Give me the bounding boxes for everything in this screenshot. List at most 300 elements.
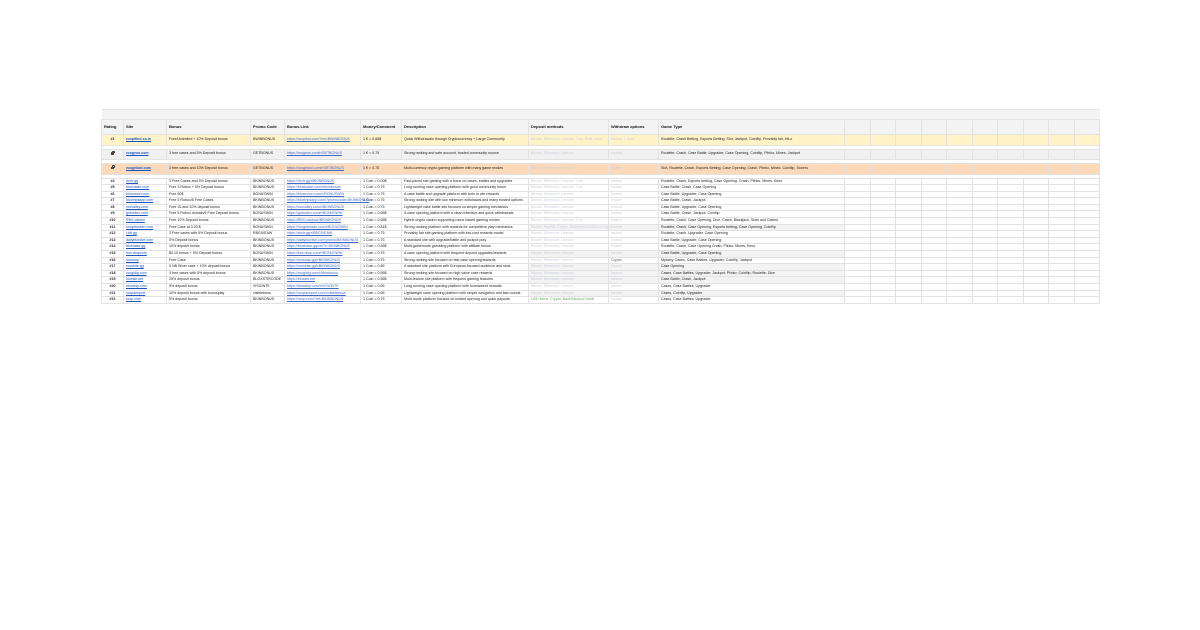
empty-cell[interactable]	[921, 297, 947, 304]
header-link[interactable]: Bonus Link	[285, 120, 361, 135]
empty-cell[interactable]	[998, 270, 1024, 277]
empty-cell[interactable]	[1023, 251, 1049, 258]
empty-cell[interactable]	[896, 270, 922, 277]
empty-cell[interactable]	[972, 178, 998, 185]
empty-cell[interactable]	[1049, 277, 1075, 284]
empty-cell[interactable]	[921, 290, 947, 297]
bonus-link[interactable]: https://rooscap.gg/r/BKINBONUS	[285, 257, 361, 264]
site-link[interactable]: bloxtripsapp.com	[124, 198, 167, 205]
empty-cell[interactable]	[1049, 198, 1075, 205]
empty-cell[interactable]	[947, 237, 973, 244]
empty-cell[interactable]	[972, 218, 998, 225]
empty-cell[interactable]	[1023, 164, 1049, 175]
empty-cell[interactable]	[1023, 244, 1049, 251]
empty-cell[interactable]	[921, 198, 947, 205]
empty-cell[interactable]	[870, 257, 896, 264]
empty-cell[interactable]	[1049, 284, 1075, 291]
empty-cell[interactable]	[870, 284, 896, 291]
empty-cell[interactable]	[1023, 297, 1049, 304]
empty-cell[interactable]	[1049, 149, 1075, 160]
empty-cell[interactable]	[921, 277, 947, 284]
empty-cell[interactable]	[1074, 231, 1100, 238]
empty-cell[interactable]	[845, 218, 871, 225]
empty-cell[interactable]	[1049, 164, 1075, 175]
empty-cell[interactable]	[947, 218, 973, 225]
empty-cell[interactable]	[870, 290, 896, 297]
header-empty[interactable]	[1023, 120, 1049, 135]
empty-cell[interactable]	[921, 264, 947, 271]
site-link[interactable]: gofordex.com	[124, 211, 167, 218]
empty-cell[interactable]	[870, 277, 896, 284]
empty-cell[interactable]	[896, 204, 922, 211]
empty-cell[interactable]	[870, 149, 896, 160]
empty-cell[interactable]	[1074, 135, 1100, 146]
empty-cell[interactable]	[1074, 178, 1100, 185]
empty-cell[interactable]	[947, 211, 973, 218]
empty-cell[interactable]	[1049, 237, 1075, 244]
empty-cell[interactable]	[998, 204, 1024, 211]
empty-cell[interactable]	[896, 224, 922, 231]
bonus-link[interactable]: https://rbxfr.gg/r/RBGIVEAW	[285, 231, 361, 238]
empty-cell[interactable]	[1023, 218, 1049, 225]
empty-cell[interactable]	[1049, 178, 1075, 185]
empty-cell[interactable]	[1023, 231, 1049, 238]
empty-cell[interactable]	[1049, 270, 1075, 277]
empty-cell[interactable]	[870, 218, 896, 225]
empty-cell[interactable]	[1023, 237, 1049, 244]
site-link[interactable]: roopaceport	[124, 290, 167, 297]
min-deposit-cell: 1 Coin = 0.75	[361, 257, 402, 264]
empty-cell[interactable]	[921, 191, 947, 198]
empty-cell[interactable]	[845, 224, 871, 231]
empty-cell[interactable]	[947, 290, 973, 297]
empty-cell[interactable]	[1074, 284, 1100, 291]
bonus-link[interactable]: https://bux.drop.com/r/BONUSWIN	[285, 251, 361, 258]
header-withdraw[interactable]: Withdraw options	[609, 120, 659, 135]
empty-cell[interactable]	[896, 231, 922, 238]
empty-cell[interactable]	[947, 198, 973, 205]
empty-cell[interactable]	[1074, 191, 1100, 198]
empty-cell[interactable]	[870, 237, 896, 244]
empty-cell[interactable]	[921, 257, 947, 264]
empty-cell[interactable]	[845, 257, 871, 264]
empty-cell[interactable]	[896, 277, 922, 284]
empty-cell[interactable]	[1074, 244, 1100, 251]
empty-cell[interactable]	[1023, 224, 1049, 231]
header-empty[interactable]	[998, 120, 1024, 135]
empty-cell[interactable]	[896, 211, 922, 218]
empty-cell[interactable]	[947, 135, 973, 146]
empty-cell[interactable]	[1049, 224, 1075, 231]
header-empty[interactable]	[1049, 120, 1075, 135]
empty-cell[interactable]	[972, 290, 998, 297]
empty-cell[interactable]	[972, 211, 998, 218]
empty-cell[interactable]	[845, 297, 871, 304]
empty-cell[interactable]	[947, 231, 973, 238]
empty-cell[interactable]	[896, 198, 922, 205]
empty-cell[interactable]	[998, 244, 1024, 251]
empty-cell[interactable]	[896, 164, 922, 175]
empty-cell[interactable]	[921, 135, 947, 146]
empty-cell[interactable]	[998, 231, 1024, 238]
empty-cell[interactable]	[870, 164, 896, 175]
empty-cell[interactable]	[870, 244, 896, 251]
empty-cell[interactable]	[870, 185, 896, 192]
header-site[interactable]: Site	[124, 120, 167, 135]
lock-icon	[111, 167, 114, 169]
rank-cell: #7	[102, 198, 124, 205]
empty-cell[interactable]	[1074, 290, 1100, 297]
min-deposit-cell: 1 Coin = 0.75	[361, 204, 402, 211]
empty-cell[interactable]	[972, 277, 998, 284]
empty-cell[interactable]	[972, 264, 998, 271]
header-description[interactable]: Description	[402, 120, 529, 135]
empty-cell[interactable]	[1049, 218, 1075, 225]
empty-cell[interactable]	[845, 264, 871, 271]
empty-cell[interactable]	[1049, 135, 1075, 146]
empty-cell[interactable]	[1074, 185, 1100, 192]
empty-cell[interactable]	[1074, 264, 1100, 271]
empty-cell[interactable]	[1023, 204, 1049, 211]
deposit-methods-cell: Bitcoin, Ethereum, Litecoin	[529, 251, 609, 258]
empty-cell[interactable]	[845, 149, 871, 160]
empty-cell[interactable]	[845, 198, 871, 205]
table-row	[102, 251, 1100, 258]
empty-cell[interactable]	[972, 164, 998, 175]
site-link[interactable]: rooplfind.co.in	[124, 135, 167, 146]
bonus-link[interactable]: https://roop.com/?ref=BKINBONUS	[285, 297, 361, 304]
empty-cell[interactable]	[896, 218, 922, 225]
bonus-link[interactable]: https://bloxhaste.com/r/bkinbonus	[285, 185, 361, 192]
empty-cell[interactable]	[921, 231, 947, 238]
empty-cell[interactable]	[896, 185, 922, 192]
empty-cell[interactable]	[870, 178, 896, 185]
empty-cell[interactable]	[1023, 277, 1049, 284]
empty-cell[interactable]	[947, 191, 973, 198]
min-deposit-cell: 1 Coin = 0.65	[361, 284, 402, 291]
empty-cell[interactable]	[998, 211, 1024, 218]
bonus-link[interactable]: https://roogidlg.com/r/bkinbonus	[285, 270, 361, 277]
empty-cell[interactable]	[1049, 185, 1075, 192]
empty-cell[interactable]	[972, 270, 998, 277]
empty-cell[interactable]	[1074, 297, 1100, 304]
empty-cell[interactable]	[1049, 204, 1075, 211]
empty-cell[interactable]	[1023, 284, 1049, 291]
empty-cell[interactable]	[998, 164, 1024, 175]
empty-cell[interactable]	[1049, 251, 1075, 258]
empty-cell[interactable]	[1023, 290, 1049, 297]
empty-cell[interactable]	[947, 164, 973, 175]
bonus-link[interactable]: https://bloxbase.gg/ref/?r=BKINBONUS	[285, 244, 361, 251]
bonus-link[interactable]: https://roogeus.com/r/GETBONUS	[285, 149, 361, 160]
empty-cell[interactable]	[870, 264, 896, 271]
bonus-link[interactable]: https://dailybloxlive.com/promo/BKINBONUS	[285, 237, 361, 244]
bonus-link[interactable]: https://roogeloot.com/r/GETBONUS	[285, 164, 361, 175]
empty-cell[interactable]	[972, 135, 998, 146]
bonus-link[interactable]: https://RBX.casino/r/BKINBONUS	[285, 218, 361, 225]
site-link[interactable]: bloxhaste.com	[124, 185, 167, 192]
empty-cell[interactable]	[1023, 270, 1049, 277]
empty-cell[interactable]	[1023, 185, 1049, 192]
empty-cell[interactable]	[896, 237, 922, 244]
promo-code-cell: BKINBONUS	[251, 237, 285, 244]
empty-cell[interactable]	[896, 297, 922, 304]
empty-cell[interactable]	[921, 211, 947, 218]
empty-cell[interactable]	[1049, 264, 1075, 271]
empty-cell[interactable]	[921, 178, 947, 185]
empty-cell[interactable]	[1023, 191, 1049, 198]
empty-cell[interactable]	[845, 185, 871, 192]
site-link[interactable]: roovalley.com	[124, 204, 167, 211]
empty-cell[interactable]	[972, 231, 998, 238]
header-empty[interactable]	[947, 120, 973, 135]
empty-cell[interactable]	[947, 251, 973, 258]
empty-cell[interactable]	[896, 178, 922, 185]
empty-cell[interactable]	[947, 178, 973, 185]
empty-cell[interactable]	[1074, 224, 1100, 231]
empty-cell[interactable]	[921, 237, 947, 244]
empty-cell[interactable]	[1074, 211, 1100, 218]
empty-cell[interactable]	[998, 191, 1024, 198]
empty-cell[interactable]	[947, 297, 973, 304]
empty-cell[interactable]	[896, 244, 922, 251]
empty-cell[interactable]	[947, 149, 973, 160]
empty-cell[interactable]	[947, 264, 973, 271]
empty-cell[interactable]	[870, 297, 896, 304]
empty-cell[interactable]	[896, 149, 922, 160]
empty-cell[interactable]	[870, 224, 896, 231]
empty-cell[interactable]	[870, 251, 896, 258]
empty-cell[interactable]	[972, 257, 998, 264]
empty-cell[interactable]	[1074, 270, 1100, 277]
site-link[interactable]: RBX.casino	[124, 218, 167, 225]
site-link[interactable]: roogeus.com	[124, 149, 167, 160]
empty-cell[interactable]	[1049, 244, 1075, 251]
empty-cell[interactable]	[1074, 277, 1100, 284]
empty-cell[interactable]	[998, 277, 1024, 284]
empty-cell[interactable]	[1074, 164, 1100, 175]
site-link[interactable]: roogetmade.com	[124, 224, 167, 231]
game-types-cell: Roulette, Crash, Case Opening Crash, Plinko, Mines, Keno	[659, 244, 845, 251]
empty-cell[interactable]	[1074, 198, 1100, 205]
empty-cell[interactable]	[998, 135, 1024, 146]
header-bonus[interactable]: Bonus	[167, 120, 251, 135]
header-empty[interactable]	[1074, 120, 1100, 135]
empty-cell[interactable]	[972, 284, 998, 291]
table-row	[102, 277, 1100, 284]
empty-cell[interactable]	[896, 257, 922, 264]
site-link[interactable]: bux.dropcom	[124, 251, 167, 258]
empty-cell[interactable]	[921, 204, 947, 211]
bonus-link[interactable]: https://bloxstir.net	[285, 277, 361, 284]
empty-cell[interactable]	[921, 164, 947, 175]
header-min-deposit[interactable]: Money/Comment	[361, 120, 402, 135]
site-link[interactable]: r.bit.gg	[124, 231, 167, 238]
empty-cell[interactable]	[921, 251, 947, 258]
empty-cell[interactable]	[998, 257, 1024, 264]
header-deposit[interactable]: Deposit methods	[529, 120, 609, 135]
empty-cell[interactable]	[845, 277, 871, 284]
description-cell: Lightweight case opening platform with simple navigation and fast rounds	[402, 290, 529, 297]
header-empty[interactable]	[896, 120, 922, 135]
site-link[interactable]: roogeloot.com	[124, 164, 167, 175]
empty-cell[interactable]	[845, 178, 871, 185]
empty-cell[interactable]	[921, 185, 947, 192]
bonus-link[interactable]: https://roovalley.com/r/BKINBONUS	[285, 204, 361, 211]
empty-cell[interactable]	[845, 135, 871, 146]
bonus-link[interactable]: https://bloxmoon.com/r/BONUSWIN	[285, 191, 361, 198]
site-link[interactable]: roop.com	[124, 297, 167, 304]
casino-table	[101, 109, 1100, 304]
rank-cell	[102, 164, 124, 175]
empty-cell[interactable]	[998, 224, 1024, 231]
empty-cell[interactable]	[870, 204, 896, 211]
withdraw-options-cell: Instant	[609, 244, 659, 251]
empty-cell[interactable]	[1049, 297, 1075, 304]
empty-cell[interactable]	[998, 251, 1024, 258]
empty-cell[interactable]	[998, 284, 1024, 291]
empty-cell[interactable]	[1023, 198, 1049, 205]
site-link[interactable]: roosbite.gg	[124, 264, 167, 271]
empty-cell[interactable]	[845, 204, 871, 211]
empty-cell[interactable]	[972, 185, 998, 192]
empty-cell[interactable]	[845, 164, 871, 175]
empty-cell[interactable]	[998, 297, 1024, 304]
table-row	[102, 297, 1100, 304]
bonus-link[interactable]: https://roosbite.gg/r/BKINBONUS	[285, 264, 361, 271]
empty-cell[interactable]	[921, 284, 947, 291]
empty-cell[interactable]	[1074, 218, 1100, 225]
header-promo[interactable]: Promo Code	[251, 120, 285, 135]
empty-cell[interactable]	[947, 185, 973, 192]
empty-cell[interactable]	[921, 218, 947, 225]
empty-cell[interactable]	[1074, 204, 1100, 211]
empty-cell[interactable]	[1074, 251, 1100, 258]
empty-cell[interactable]	[1023, 257, 1049, 264]
empty-cell[interactable]	[896, 290, 922, 297]
empty-cell[interactable]	[972, 237, 998, 244]
empty-cell[interactable]	[998, 185, 1024, 192]
bonus-link[interactable]: https://bloxtripsapp.com/?promocode=BKINBONUS	[285, 198, 361, 205]
empty-cell[interactable]	[998, 264, 1024, 271]
empty-cell[interactable]	[845, 211, 871, 218]
empty-cell[interactable]	[972, 244, 998, 251]
deposit-methods-cell: Bitcoin, Ethereum, Litecoin	[529, 284, 609, 291]
empty-cell[interactable]	[972, 198, 998, 205]
empty-cell[interactable]	[1023, 135, 1049, 146]
site-link[interactable]: bloxbase.gg	[124, 244, 167, 251]
empty-cell[interactable]	[870, 211, 896, 218]
empty-cell[interactable]	[947, 270, 973, 277]
empty-cell[interactable]	[845, 191, 871, 198]
empty-cell[interactable]	[870, 191, 896, 198]
empty-cell[interactable]	[998, 149, 1024, 160]
empty-cell[interactable]	[921, 149, 947, 160]
header-empty[interactable]	[921, 120, 947, 135]
empty-cell[interactable]	[870, 135, 896, 146]
site-link[interactable]: rbxfr.gg	[124, 178, 167, 185]
empty-cell[interactable]	[1049, 211, 1075, 218]
empty-cell[interactable]	[998, 218, 1024, 225]
empty-cell[interactable]	[947, 204, 973, 211]
empty-cell[interactable]	[921, 244, 947, 251]
site-link[interactable]: bloxship.com	[124, 284, 167, 291]
site-link[interactable]: roogidlg.com	[124, 270, 167, 277]
site-link[interactable]: rooscap	[124, 257, 167, 264]
empty-cell[interactable]	[972, 297, 998, 304]
empty-cell[interactable]	[1023, 178, 1049, 185]
empty-cell[interactable]	[896, 264, 922, 271]
header-empty[interactable]	[972, 120, 998, 135]
bonus-link[interactable]: https://rooplind.com/?ref=BWINBONUS	[285, 135, 361, 146]
empty-cell[interactable]	[972, 191, 998, 198]
site-link[interactable]: dailybloxlive.com	[124, 237, 167, 244]
site-link[interactable]: bloxmoon.com	[124, 191, 167, 198]
empty-cell[interactable]	[947, 284, 973, 291]
empty-cell[interactable]	[845, 270, 871, 277]
empty-cell[interactable]	[1074, 237, 1100, 244]
empty-cell[interactable]	[845, 290, 871, 297]
empty-cell[interactable]	[972, 251, 998, 258]
empty-cell[interactable]	[947, 244, 973, 251]
empty-cell[interactable]	[947, 257, 973, 264]
empty-cell[interactable]	[896, 191, 922, 198]
header-empty[interactable]	[870, 120, 896, 135]
empty-cell[interactable]	[947, 277, 973, 284]
empty-cell[interactable]	[1074, 257, 1100, 264]
empty-cell[interactable]	[896, 284, 922, 291]
empty-cell[interactable]	[972, 204, 998, 211]
empty-cell[interactable]	[998, 198, 1024, 205]
empty-cell[interactable]	[845, 231, 871, 238]
empty-cell[interactable]	[1049, 290, 1075, 297]
header-rank[interactable]: Rating	[102, 120, 124, 135]
empty-cell[interactable]	[998, 290, 1024, 297]
header-game-types[interactable]: Game Type	[659, 120, 845, 135]
empty-cell[interactable]	[896, 135, 922, 146]
empty-cell[interactable]	[998, 178, 1024, 185]
site-link[interactable]: bloxstir.net	[124, 277, 167, 284]
empty-cell[interactable]	[845, 237, 871, 244]
empty-cell[interactable]	[998, 237, 1024, 244]
empty-cell[interactable]	[921, 224, 947, 231]
empty-cell[interactable]	[896, 251, 922, 258]
empty-cell[interactable]	[972, 224, 998, 231]
empty-cell[interactable]	[1023, 211, 1049, 218]
empty-cell[interactable]	[921, 270, 947, 277]
bonus-link[interactable]: https://roopaceport.com/r/visiblebnus	[285, 290, 361, 297]
empty-cell[interactable]	[1074, 149, 1100, 160]
empty-cell[interactable]	[1049, 191, 1075, 198]
bonus-link[interactable]: https://rbxfr.gg/r/BKINBONUS	[285, 178, 361, 185]
empty-cell[interactable]	[1049, 231, 1075, 238]
header-empty[interactable]	[845, 120, 871, 135]
bonus-link[interactable]: https://gofordex.com/r/BONUSWIN	[285, 211, 361, 218]
bonus-link[interactable]: https://bloxship.com/r/VISIONTE	[285, 284, 361, 291]
empty-cell[interactable]	[1023, 149, 1049, 160]
empty-cell[interactable]	[870, 270, 896, 277]
empty-cell[interactable]	[972, 149, 998, 160]
empty-cell[interactable]	[845, 244, 871, 251]
bonus-link[interactable]: https://roogetmade.com/r/BONUSWIN	[285, 224, 361, 231]
empty-cell[interactable]	[870, 231, 896, 238]
empty-cell[interactable]	[1023, 264, 1049, 271]
empty-cell[interactable]	[1049, 257, 1075, 264]
empty-cell[interactable]	[845, 251, 871, 258]
empty-cell[interactable]	[845, 284, 871, 291]
empty-cell[interactable]	[947, 224, 973, 231]
empty-cell[interactable]	[870, 198, 896, 205]
